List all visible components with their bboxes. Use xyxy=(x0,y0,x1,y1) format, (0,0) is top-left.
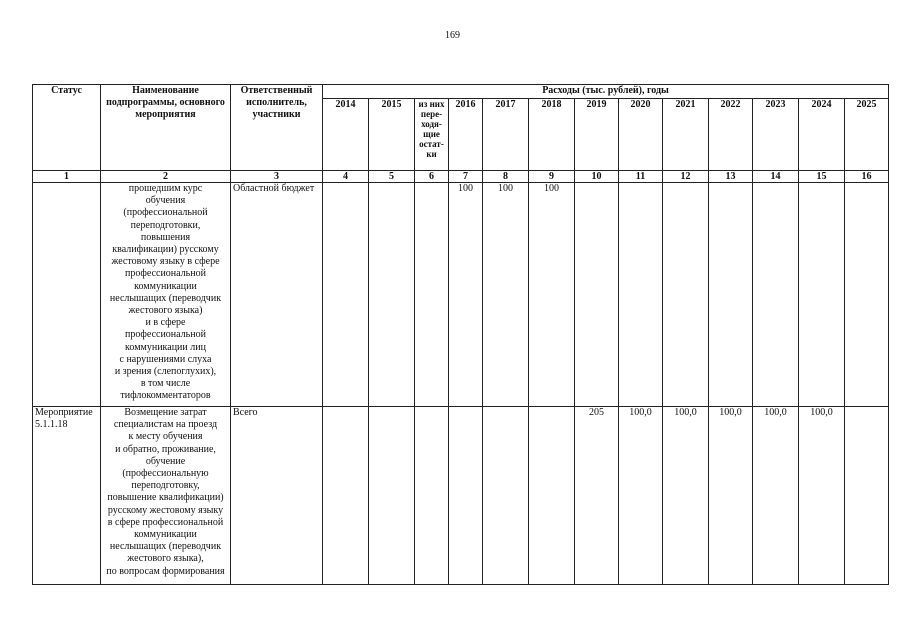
name-line: жестового языка) xyxy=(128,305,203,317)
value-cell xyxy=(449,407,483,585)
column-number: 4 xyxy=(323,171,369,183)
row-status xyxy=(33,183,101,407)
name-line: коммуникации лиц xyxy=(125,341,206,353)
name-line: неслышащих (переводчик xyxy=(109,541,222,553)
budget-table xyxy=(32,84,889,585)
name-line: специалистам на проезд xyxy=(113,419,218,431)
name-line: переподготовку, xyxy=(131,480,200,492)
header-year: 2021 xyxy=(663,99,709,171)
column-number-row xyxy=(33,171,889,183)
header-responsible: Ответственный исполнитель, участники xyxy=(231,85,323,171)
header-year: 2025 xyxy=(845,99,889,171)
value-cell: 100 xyxy=(449,183,483,407)
header-status: Статус xyxy=(33,85,101,171)
column-number: 3 xyxy=(231,171,323,183)
column-number: 1 xyxy=(33,171,101,183)
name-line: и зрения (слепоглухих), xyxy=(114,366,217,378)
name-line: коммуникации xyxy=(134,529,197,541)
column-number: 7 xyxy=(449,171,483,183)
name-line: в том числе xyxy=(140,378,191,390)
column-number: 9 xyxy=(529,171,575,183)
header-name: Наименование подпрограммы, основного мероприятия xyxy=(101,85,231,171)
value-cell: 205 xyxy=(575,407,619,585)
name-line: коммуникации xyxy=(134,280,197,292)
name-line: профессиональной xyxy=(125,329,206,341)
value-cell: 100,0 xyxy=(709,407,753,585)
value-cell xyxy=(415,407,449,585)
value-cell xyxy=(415,183,449,407)
name-line: переподготовки, xyxy=(130,219,201,231)
name-line: жестовому языку в сфере xyxy=(111,256,220,268)
row-responsible: Всего xyxy=(231,407,323,585)
row-name xyxy=(101,407,231,585)
header-year: 2024 xyxy=(799,99,845,171)
value-cell xyxy=(323,407,369,585)
name-line: квалификации) русскому xyxy=(112,244,219,256)
header-year: 2018 xyxy=(529,99,575,171)
name-line: с нарушениями слуха xyxy=(119,353,212,365)
value-cell xyxy=(753,183,799,407)
value-cell xyxy=(663,183,709,407)
header-year: 2017 xyxy=(483,99,529,171)
name-line: обучения xyxy=(145,195,186,207)
row-responsible: Областной бюджет xyxy=(231,183,323,407)
value-cell: 100,0 xyxy=(619,407,663,585)
name-line: повышение квалификации) xyxy=(107,492,224,504)
column-number: 6 xyxy=(415,171,449,183)
value-cell xyxy=(369,183,415,407)
header-year: 2020 xyxy=(619,99,663,171)
header-year: 2015 xyxy=(369,99,415,171)
header-year: 2019 xyxy=(575,99,619,171)
value-cell xyxy=(529,407,575,585)
value-cell xyxy=(845,183,889,407)
name-line: и обратно, проживание, xyxy=(115,443,216,455)
value-cell xyxy=(483,407,529,585)
name-line: неслышащих (переводчик xyxy=(109,292,222,304)
value-cell: 100 xyxy=(483,183,529,407)
name-line: и в сфере xyxy=(145,317,186,329)
header-year: 2014 xyxy=(323,99,369,171)
column-number: 15 xyxy=(799,171,845,183)
name-line: (профессиональной xyxy=(123,207,208,219)
value-cell: 100,0 xyxy=(753,407,799,585)
name-line: тифлокомментаторов xyxy=(120,390,211,402)
header-year: 2022 xyxy=(709,99,753,171)
row-status: Мероприятие 5.1.1.18 xyxy=(33,407,101,585)
header-expenses: Расходы (тыс. рублей), годы xyxy=(323,85,889,99)
column-number: 2 xyxy=(101,171,231,183)
row-name xyxy=(101,183,231,407)
table-row xyxy=(33,183,889,407)
name-line: в сфере профессиональной xyxy=(107,516,224,528)
column-number: 5 xyxy=(369,171,415,183)
name-line: (профессиональную xyxy=(122,468,209,480)
name-line: по вопросам формирования xyxy=(106,565,225,577)
value-cell xyxy=(619,183,663,407)
name-line: Возмещение затрат xyxy=(124,407,207,418)
page-number: 169 xyxy=(445,30,460,41)
value-cell xyxy=(369,407,415,585)
value-cell xyxy=(799,183,845,407)
name-line: русскому жестовому языку xyxy=(107,504,224,516)
value-cell xyxy=(323,183,369,407)
column-number: 12 xyxy=(663,171,709,183)
name-line: жестового языка), xyxy=(127,553,204,565)
column-number: 10 xyxy=(575,171,619,183)
value-cell xyxy=(845,407,889,585)
column-number: 8 xyxy=(483,171,529,183)
column-number: 14 xyxy=(753,171,799,183)
header-year: 2023 xyxy=(753,99,799,171)
name-line: повышения xyxy=(140,231,191,243)
column-number: 13 xyxy=(709,171,753,183)
value-cell: 100 xyxy=(529,183,575,407)
table-row xyxy=(33,407,889,585)
header-transfer-remainder: из них пере-ходя-щие остат-ки xyxy=(415,99,449,171)
value-cell xyxy=(709,183,753,407)
column-number: 11 xyxy=(619,171,663,183)
value-cell xyxy=(575,183,619,407)
header-year: 2016 xyxy=(449,99,483,171)
name-line: к месту обучения xyxy=(128,431,203,443)
name-line: прошедшим курс xyxy=(128,183,203,194)
value-cell: 100,0 xyxy=(799,407,845,585)
name-line: обучение xyxy=(145,455,186,467)
column-number: 16 xyxy=(845,171,889,183)
value-cell: 100,0 xyxy=(663,407,709,585)
header-row-1 xyxy=(33,85,889,99)
name-line: профессиональной xyxy=(125,268,206,280)
